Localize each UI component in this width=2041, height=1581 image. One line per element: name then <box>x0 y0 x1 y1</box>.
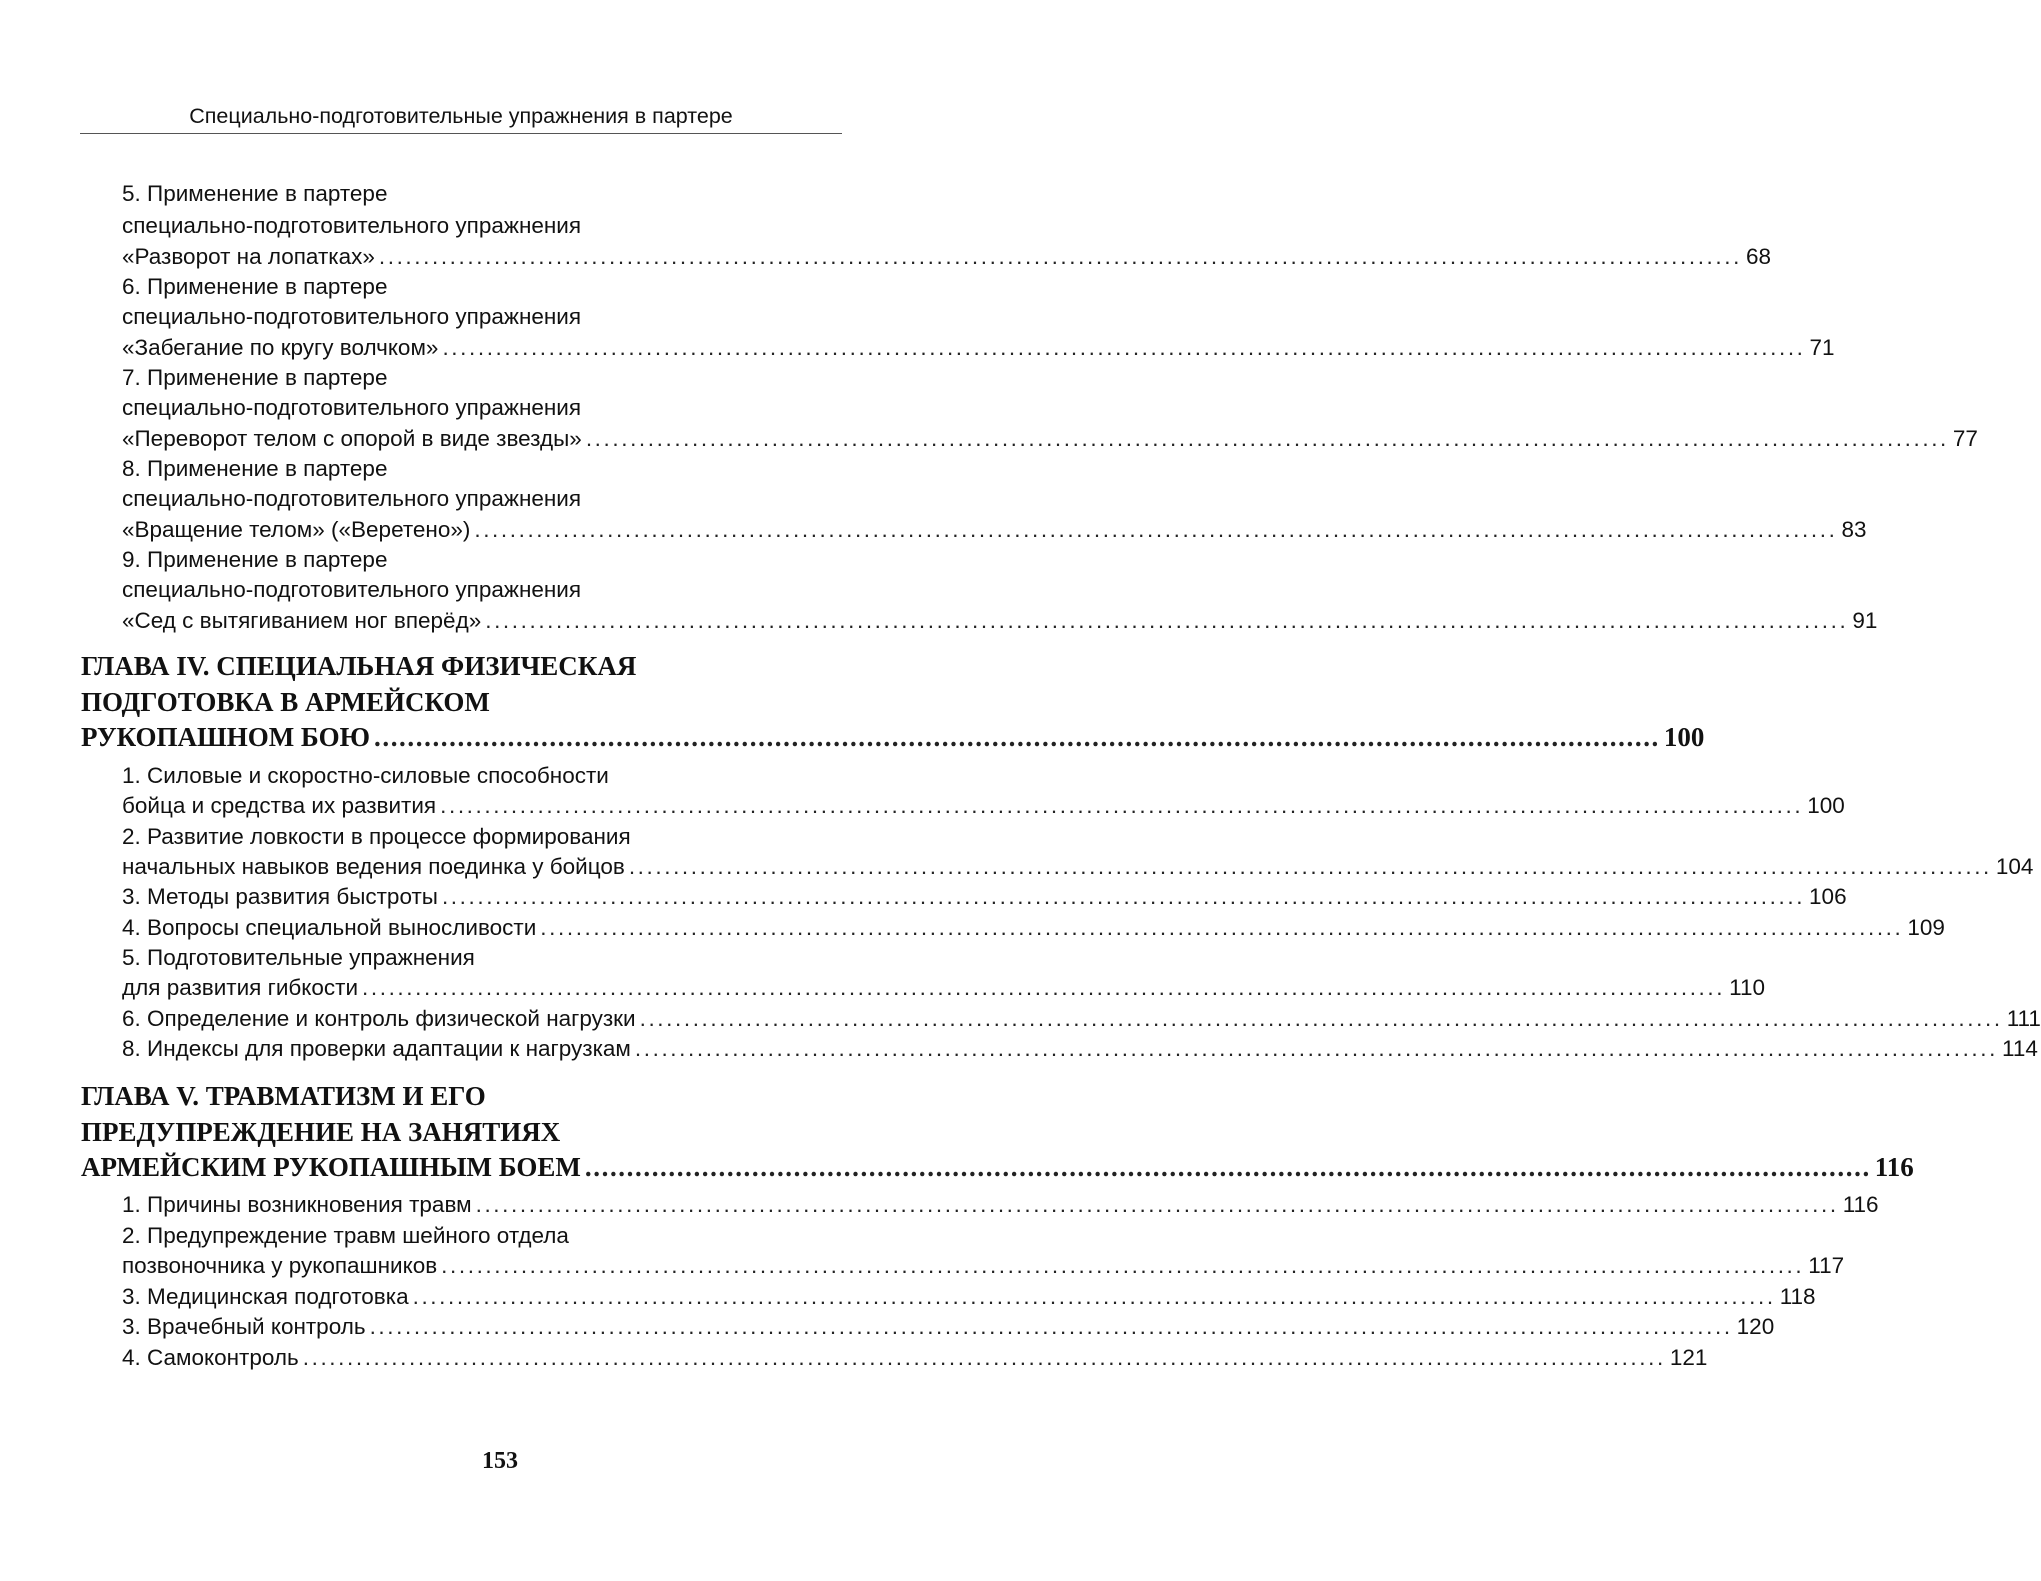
toc-page-number: 120 <box>1736 1314 1775 1339</box>
toc-page-number: 106 <box>1809 884 1847 909</box>
toc-entry-last-line <box>122 1003 2041 1034</box>
toc-page-number: 109 <box>1907 915 1945 940</box>
toc-entry-last-line <box>122 1189 1879 1220</box>
dot-leader: .......................................................................................................................................................... <box>440 793 1804 818</box>
toc-entry-last-line <box>122 972 1765 1003</box>
toc-entry-title: 4. Вопросы специальной выносливости <box>122 915 537 940</box>
toc-entry-last-line <box>122 514 1867 545</box>
toc-entry-last-line <box>122 332 1835 363</box>
running-head: Специально-подготовительные упражнения в партере <box>189 104 733 128</box>
dot-leader: .......................................................................................................................................................... <box>441 884 1806 909</box>
toc-page-number: 77 <box>1952 426 1978 451</box>
toc-entry-line: 1. Силовые и скоростно-силовые способности <box>122 763 609 788</box>
toc-entry-line: специально-подготовительного упражнения <box>122 304 582 329</box>
page-number: 153 <box>482 1448 518 1474</box>
dot-leader: .......................................................................................................................................................... <box>585 426 1949 451</box>
dot-leader: .......................................................................................................................................................... <box>369 1314 1733 1339</box>
toc-entry-line: 2. Предупреждение травм шейного отдела <box>122 1223 569 1248</box>
toc-page-number: 100 <box>1807 793 1845 818</box>
toc-entry-title: для развития гибкости <box>122 975 359 1000</box>
chapter-page-number: 100 <box>1663 722 1705 752</box>
toc-entry-title: 3. Медицинская подготовка <box>122 1284 409 1309</box>
chapter-title: РУКОПАШНОМ БОЮ <box>81 722 370 752</box>
toc-entry-line: специально-подготовительного упражнения <box>122 577 582 602</box>
dot-leader: .......................................................................................................................................................... <box>584 1152 1871 1182</box>
toc-entry-last-line <box>122 1250 1845 1281</box>
dot-leader: .......................................................................................................................................................... <box>628 854 1992 879</box>
chapter-title-line: ГЛАВА IV. СПЕЦИАЛЬНАЯ ФИЗИЧЕСКАЯ <box>81 651 637 681</box>
toc-page-number: 110 <box>1729 975 1765 1000</box>
toc-entry-title: позвоночника у рукопашников <box>122 1253 438 1278</box>
dot-leader: .......................................................................................................................................................... <box>475 1192 1839 1217</box>
chapter-page-number: 116 <box>1874 1152 1914 1182</box>
chapter-title-line: ПОДГОТОВКА В АРМЕЙСКОМ <box>81 687 490 717</box>
dot-leader: .......................................................................................................................................................... <box>540 915 1904 940</box>
toc-entry-line: специально-подготовительного упражнения <box>122 395 582 420</box>
dot-leader: .......................................................................................................................................................... <box>378 244 1742 269</box>
toc-entry-line: 9. Применение в партере <box>122 547 388 572</box>
toc-page-number: 91 <box>1852 608 1878 633</box>
toc-entry-title: начальных навыков ведения поединка у бойцов <box>122 854 625 879</box>
toc-entry-line: 8. Применение в партере <box>122 456 388 481</box>
toc-page-number: 116 <box>1842 1192 1879 1217</box>
toc-entry-title: бойца и средства их развития <box>122 793 437 818</box>
toc-entry-last-line <box>122 1281 1816 1312</box>
dot-leader: .......................................................................................................................................................... <box>442 335 1806 360</box>
toc-entry-last-line <box>122 851 2034 882</box>
dot-leader: .......................................................................................................................................................... <box>374 722 1660 752</box>
toc-entry-title: 8. Индексы для проверки адаптации к нагрузкам <box>122 1036 631 1061</box>
dot-leader: .......................................................................................................................................................... <box>441 1253 1805 1278</box>
toc-page-number: 114 <box>2001 1036 2038 1061</box>
header-rule <box>80 133 842 134</box>
toc-page-number: 117 <box>1808 1253 1845 1278</box>
chapter-title-line: ГЛАВА V. ТРАВМАТИЗМ И ЕГО <box>81 1081 486 1111</box>
toc-entry-title: «Сед с вытягиванием ног вперёд» <box>122 608 482 633</box>
toc-entry-line: специально-подготовительного упражнения <box>122 486 582 511</box>
toc-entry-title: 3. Методы развития быстроты <box>122 884 438 909</box>
toc-page-number: 111 <box>2006 1006 2041 1031</box>
toc-entry-last-line <box>122 1033 2038 1064</box>
toc-entry-last-line <box>122 790 1845 821</box>
toc-entry-last-line <box>122 912 1945 943</box>
toc-entry-title: «Разворот на лопатках» <box>122 244 375 269</box>
toc-entry-title: «Вращение телом» («Веретено») <box>122 517 471 542</box>
toc-entry-title: 1. Причины возникновения травм <box>122 1192 472 1217</box>
toc-page-number: 68 <box>1745 244 1771 269</box>
toc-entry-line: 7. Применение в партере <box>122 365 388 390</box>
toc-entry-last-line <box>122 1311 1775 1342</box>
toc-entry-title: «Забегание по кругу волчком» <box>122 335 439 360</box>
dot-leader: .......................................................................................................................................................... <box>302 1345 1666 1370</box>
dot-leader: .......................................................................................................................................................... <box>634 1036 1998 1061</box>
toc-entry-line: специально-подготовительного упражнения <box>122 213 582 238</box>
dot-leader: .......................................................................................................................................................... <box>639 1006 2003 1031</box>
dot-leader: .......................................................................................................................................................... <box>412 1284 1776 1309</box>
toc-entry-last-line <box>122 605 1878 636</box>
dot-leader: .......................................................................................................................................................... <box>362 975 1726 1000</box>
toc-page-number: 104 <box>1995 854 2034 879</box>
chapter-title-line: ПРЕДУПРЕЖДЕНИЕ НА ЗАНЯТИЯХ <box>81 1117 561 1147</box>
toc-entry-last-line <box>122 881 1847 912</box>
toc-entry-title: «Переворот телом с опорой в виде звезды» <box>122 426 582 451</box>
toc-page-number: 83 <box>1841 517 1867 542</box>
toc-entry-last-line <box>122 423 1978 454</box>
toc-entry-title: 4. Самоконтроль <box>122 1345 299 1370</box>
toc-page-number: 71 <box>1809 335 1835 360</box>
toc-page-number: 121 <box>1669 1345 1708 1370</box>
toc-entry-title: 6. Определение и контроль физической нагрузки <box>122 1006 636 1031</box>
chapter-title-last-line <box>81 719 1705 755</box>
dot-leader: .......................................................................................................................................................... <box>474 517 1838 542</box>
toc-entry-title: 3. Врачебный контроль <box>122 1314 366 1339</box>
toc-page-number: 118 <box>1779 1284 1816 1309</box>
chapter-title: АРМЕЙСКИМ РУКОПАШНЫМ БОЕМ <box>81 1152 581 1182</box>
toc-entry-last-line <box>122 1342 1708 1373</box>
toc-entry-line: 5. Применение в партере <box>122 181 388 206</box>
toc-entry-last-line <box>122 241 1771 272</box>
chapter-title-last-line <box>81 1149 1914 1185</box>
dot-leader: .......................................................................................................................................................... <box>485 608 1849 633</box>
toc-entry-line: 6. Применение в партере <box>122 274 388 299</box>
toc-entry-line: 2. Развитие ловкости в процессе формирования <box>122 824 631 849</box>
toc-entry-line: 5. Подготовительные упражнения <box>122 945 475 970</box>
